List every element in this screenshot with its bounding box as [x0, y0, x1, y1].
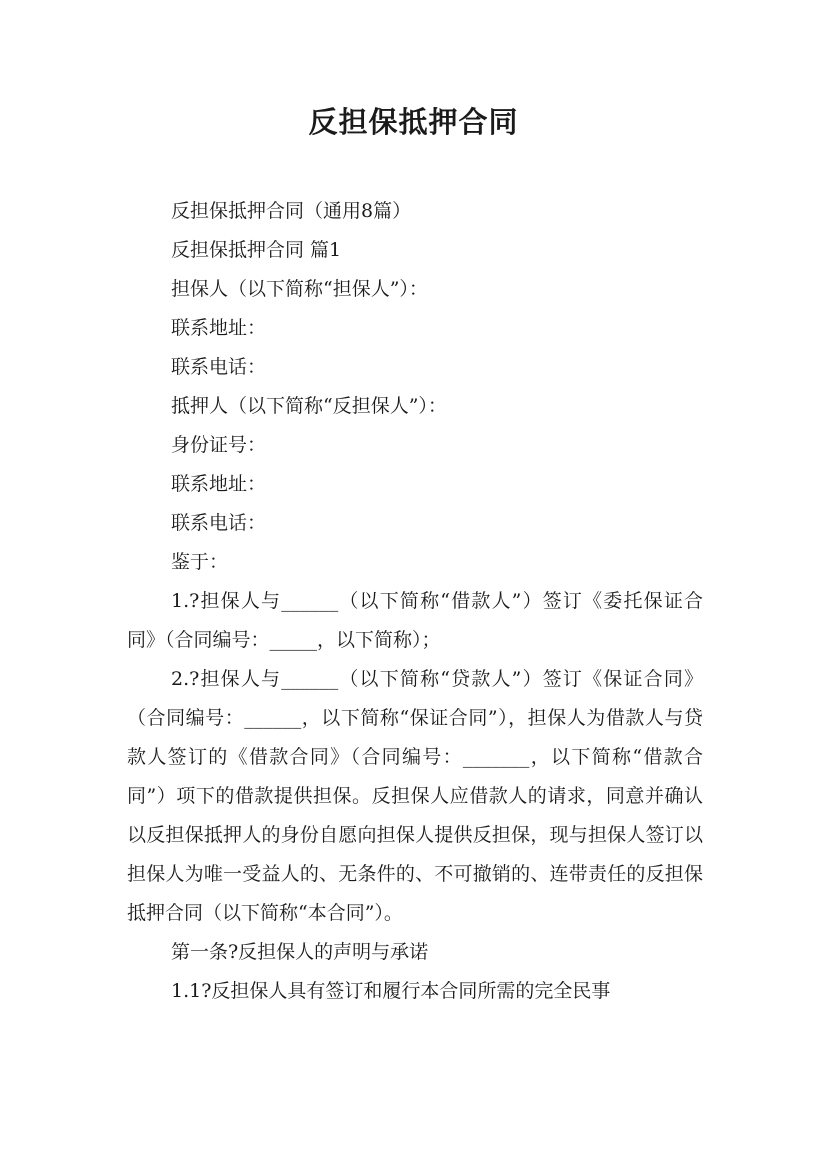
- section-heading: 反担保抵押合同 篇1: [171, 239, 342, 261]
- mortgagor-address-line: 联系地址：: [171, 473, 267, 495]
- guarantor-address-line: 联系地址：: [171, 317, 267, 339]
- mortgagor-line: 抵押人（以下简称“反担保人”）：: [171, 395, 447, 417]
- clause-paragraph-1: 1.?担保人与______（以下简称“借款人”）签订《委托保证合同》（合同编号：_____，以下简称）；: [127, 590, 703, 651]
- guarantor-line: 担保人（以下简称“担保人”）：: [171, 278, 428, 300]
- guarantor-phone-line: 联系电话：: [171, 356, 267, 378]
- subtitle-line: 反担保抵押合同（通用8篇）: [171, 200, 412, 222]
- id-number-line: 身份证号：: [171, 434, 267, 456]
- article-1-heading: 第一条?反担保人的声明与承诺: [171, 941, 429, 963]
- mortgagor-phone-line: 联系电话：: [171, 512, 267, 534]
- document-title: 反担保抵押合同: [308, 105, 519, 139]
- article-1-1-line: 1.1?反担保人具有签订和履行本合同所需的完全民事: [171, 980, 611, 1002]
- clause-paragraph-2: 2.?担保人与______（以下简称“贷款人”）签订《保证合同》（合同编号：______，以下简称“保证合同”），担保人为借款人与贷款人签订的《借款合同》（合同编号：_______，以下简称“借款合同”）项下的借款提供担保。反担保人应借款人的请求，同意并确认以反担保抵押人的身份自愿向担保人提供反担保，现与担保人签订以担保人为唯一受益人的、无条件的、不可撤销的、连带责任的反担保抵押合同（以下简称“本合同”）。: [127, 668, 703, 924]
- whereas-line: 鉴于：: [171, 551, 229, 573]
- document-body: [127, 192, 703, 1011]
